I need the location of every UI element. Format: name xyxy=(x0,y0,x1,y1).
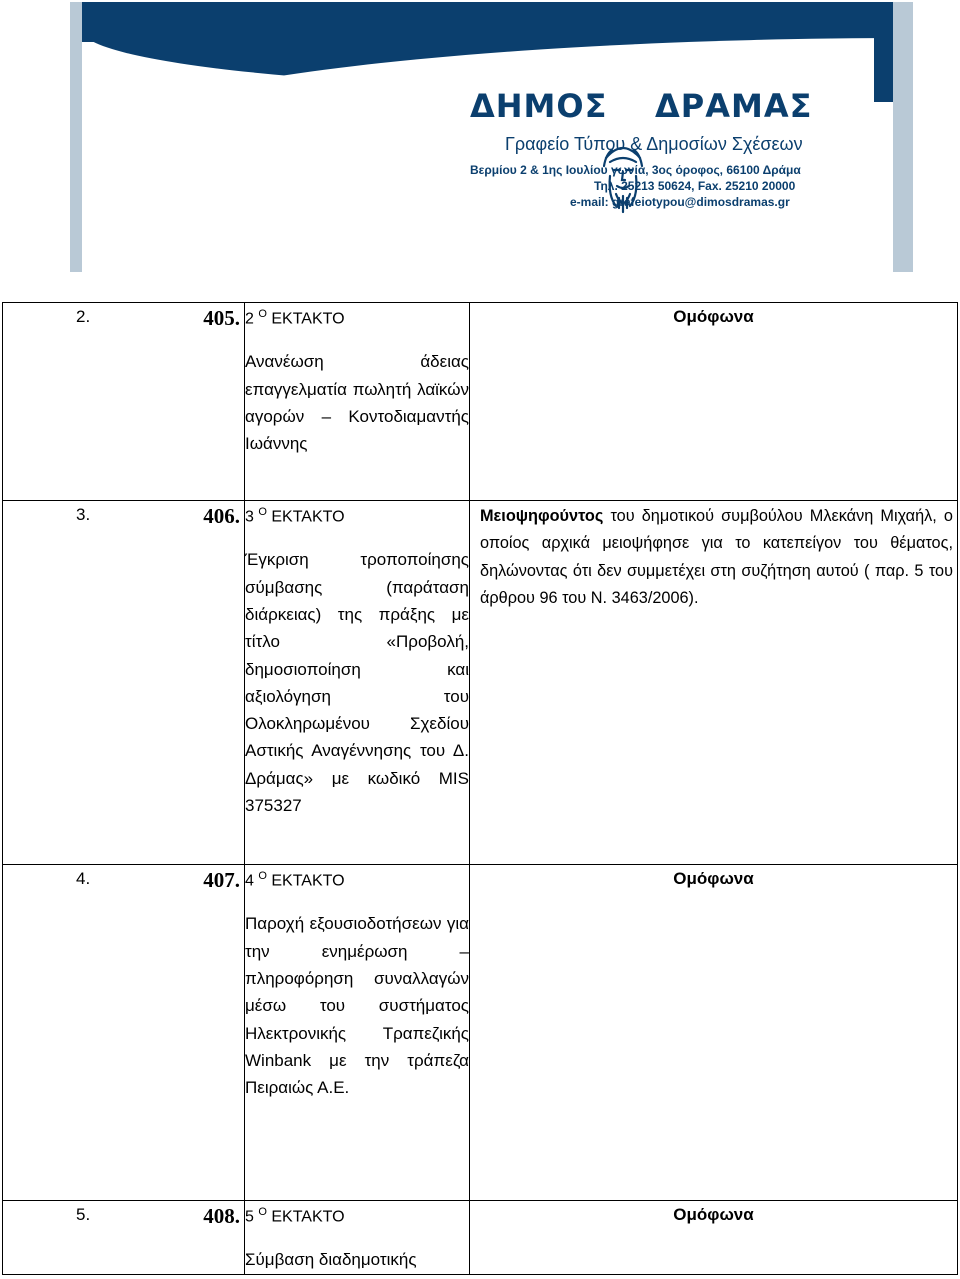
table-row xyxy=(3,1201,958,1275)
subject-heading: 5 $^O$ ΕΚΤΑΚΤΟ xyxy=(245,1206,345,1226)
table-row xyxy=(3,865,958,1201)
row-number-cell xyxy=(3,865,131,1201)
decision-number-cell xyxy=(131,865,245,1201)
office-phone-fax: Τηλ. 25213 50624, Fax. 25210 20000 xyxy=(594,179,796,193)
office-address: Βερμίου 2 & 1ης Ιουλίου γωνία, 3ος όροφος, 66100 Δράμα xyxy=(470,163,801,177)
row-number-cell xyxy=(3,501,131,865)
office-email: e-mail: grafeiotypou@dimosdramas.gr xyxy=(570,195,790,209)
decision-number: 407. xyxy=(203,868,240,892)
vote-cell xyxy=(470,303,958,501)
subject-heading: 4 $^O$ ΕΚΤΑΚΤΟ xyxy=(245,870,345,890)
vote-cell xyxy=(470,1201,958,1275)
vote-result: Ομόφωνα xyxy=(673,1205,754,1224)
row-number-cell xyxy=(3,303,131,501)
header-right-stripe-light xyxy=(893,2,913,272)
table-row xyxy=(3,501,958,865)
decisions-table xyxy=(2,302,958,1275)
decision-number-cell xyxy=(131,501,245,865)
decision-number-cell xyxy=(131,1201,245,1275)
subject-cell xyxy=(245,865,470,1201)
row-number: 5. xyxy=(76,1205,91,1224)
vote-minority-label: Μειοψηφούντος xyxy=(480,507,604,525)
logo-word-right: ΔΡΑΜΑΣ xyxy=(655,87,813,125)
subject-heading: 3 $^O$ ΕΚΤΑΚΤΟ xyxy=(245,506,345,526)
subject-text: Σύμβαση διαδημοτικής xyxy=(245,1250,417,1270)
row-number: 4. xyxy=(76,869,91,888)
subject-cell xyxy=(245,1201,470,1275)
header-left-stripe xyxy=(70,2,82,272)
row-number: 3. xyxy=(76,505,91,524)
subject-text: Έγκριση τροποποίησης σύμβασης (παράταση διάρκειας) της πράξης με τίτλο «Προβολή, δημοσιοποίηση και αξιολόγηση του Ολοκληρωμένου Σχεδίου Αστικής Αναγέννησης του Δ. Δράμας» με κωδικό MIS 375327 xyxy=(245,550,469,815)
subject-text: Παροχή εξουσιοδοτήσεων για την ενημέρωση – πληροφόρηση συναλλαγών μέσω του συστήματος Ηλεκτρονικής Τραπεζικής Winbank με την τράπεζα Πειραιώς Α.Ε. xyxy=(245,914,469,1098)
row-number-cell xyxy=(3,1201,131,1275)
vote-cell xyxy=(470,865,958,1201)
subject-heading: 2 $^O$ ΕΚΤΑΚΤΟ xyxy=(245,308,345,328)
logo-word-left: ΔΗΜΟΣ xyxy=(470,87,608,125)
vote-cell xyxy=(470,501,958,865)
subject-cell xyxy=(245,501,470,865)
row-number: 2. xyxy=(76,307,91,326)
header-right-stripe-dark xyxy=(874,2,893,102)
vote-result: Ομόφωνα xyxy=(673,307,754,326)
decision-number: 406. xyxy=(203,504,240,528)
municipality-logo xyxy=(470,86,813,126)
letterhead xyxy=(0,0,960,285)
subject-cell xyxy=(245,303,470,501)
table-row xyxy=(3,303,958,501)
decision-number: 405. xyxy=(203,306,240,330)
subject-text: Ανανέωση άδειας επαγγελματία πωλητή λαϊκών αγορών – Κοντοδιαμαντής Ιωάννης xyxy=(245,352,469,454)
vote-result: Ομόφωνα xyxy=(673,869,754,888)
decision-number-cell xyxy=(131,303,245,501)
decision-number: 408. xyxy=(203,1204,240,1228)
vote-minority-detail: του δημοτικού συμβούλου Μλεκάνη Μιχαήλ, ο οποίος αρχικά μειοψήφησε για το κατεπείγον του θέματος, δηλώνοντας ότι δεν συμμετέχει στη συζήτηση αυτού ( παρ. 5 του άρθρου 96 του Ν. 3463/2006). xyxy=(480,507,953,607)
office-title: Γραφείο Τύπου & Δημοσίων Σχέσεων xyxy=(505,134,803,154)
vote-result xyxy=(470,501,957,612)
